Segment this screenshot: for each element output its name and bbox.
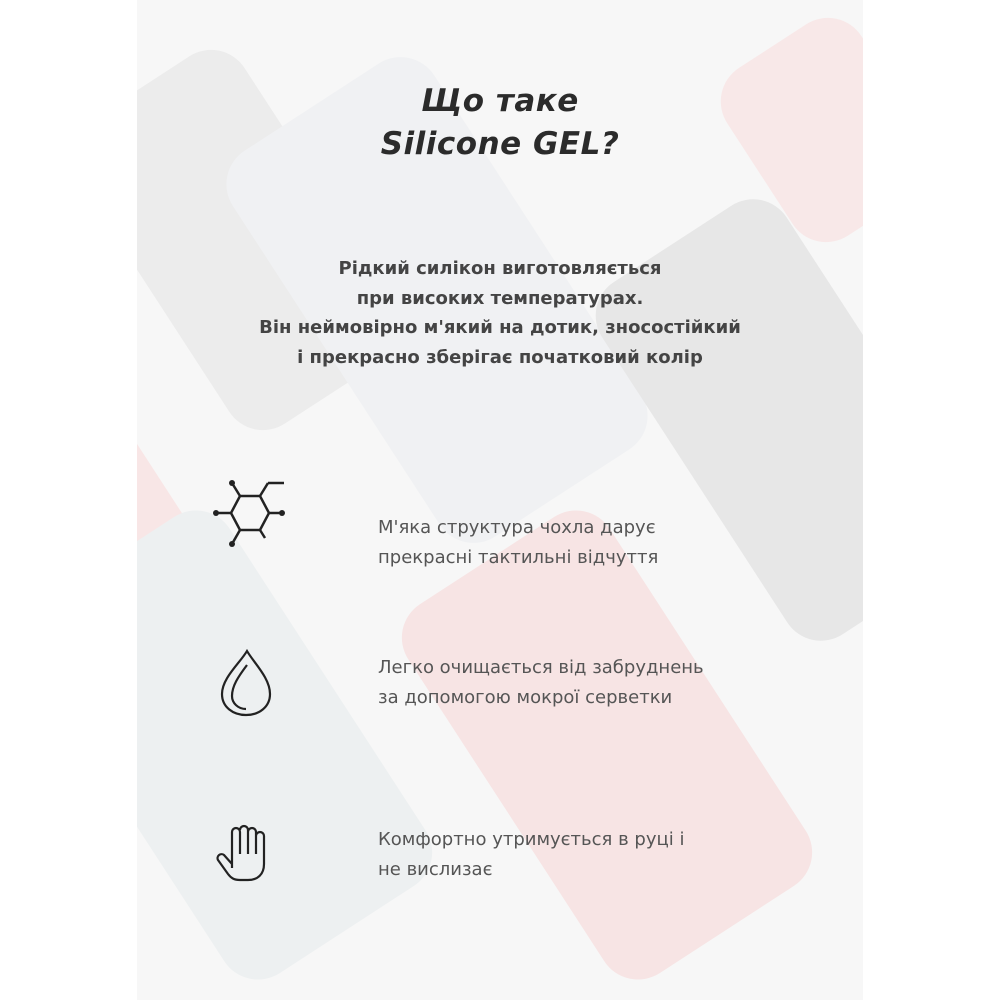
intro-text	[0, 254, 1000, 372]
intro-line: і прекрасно зберігає початковий колір	[297, 346, 703, 368]
feature-text	[378, 825, 684, 884]
title-line: Що таке	[421, 83, 579, 119]
feature-text	[378, 653, 704, 712]
title-line: Silicone GEL?	[380, 126, 620, 162]
feature-line: Комфортно утримується в руці і	[378, 829, 685, 850]
hand-icon	[212, 820, 292, 900]
feature-line: прекрасні тактильні відчуття	[378, 546, 659, 568]
intro-line: Рідкий силікон виготовляється	[338, 258, 662, 279]
feature-line: за допомогою мокрої серветки	[378, 686, 673, 708]
feature-line: не вислизає	[378, 858, 493, 880]
feature-text	[378, 513, 658, 572]
page-title	[0, 80, 1000, 166]
feature-line: М'яка структура чохла дарує	[378, 517, 656, 538]
feature-soft-structure	[212, 477, 832, 568]
intro-line: при високих температурах.	[356, 287, 644, 309]
feature-line: Легко очищається від забруднень	[378, 657, 704, 678]
molecule-icon	[212, 477, 292, 557]
feature-easy-clean	[212, 648, 832, 718]
feature-comfortable-grip	[212, 820, 832, 890]
intro-line: Він неймовірно м'який на дотик, зносостійкий	[259, 317, 741, 338]
water-drop-icon	[212, 648, 292, 728]
